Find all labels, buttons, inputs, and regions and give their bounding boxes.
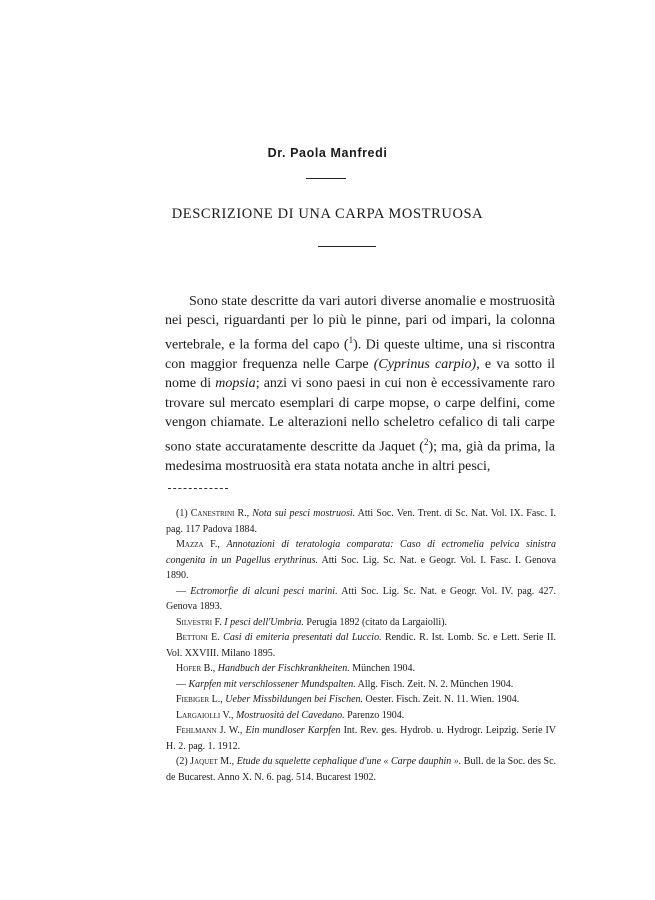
footnote-entry (166, 584, 556, 615)
footnote-entry (166, 615, 556, 631)
footnote-entry (166, 677, 556, 693)
footnote-mark: (2) (176, 756, 188, 767)
footnote-entry (166, 692, 556, 708)
footnote-details: Int. Rev. ges. Hydrob. u. Hydrogr. Leipzig. Serie IV H. 2. pag. 1. 1912. (166, 725, 557, 752)
footnote-details: Rendic. R. Ist. Lomb. Sc. e Lett. Serie II. Vol. XXVIII. Milano 1895. (166, 632, 557, 659)
footnote-author: Fehlmann J. W., (176, 725, 243, 736)
footnote-author: Hofer B., (176, 663, 216, 674)
footnote-ref-1: 1 (348, 334, 354, 345)
footnote-title: Casi di emiteria presentati dal Luccio. (223, 632, 382, 643)
footnote-author: Bettoni E. (176, 632, 220, 643)
footnote-title: Handbuch der Fischkrankheiten. (217, 663, 350, 674)
footnote-dash: — (176, 585, 186, 597)
footnote-author: Silvestri F. (176, 616, 222, 628)
footnote-title: Karpfen mit verschlossener Mundspalten. (188, 678, 356, 690)
title-rule (318, 246, 376, 247)
footnote-entry (166, 723, 556, 754)
body-text-2: ). Di queste ultime, una si riscontra con maggior frequenza nelle Carpe (165, 337, 555, 372)
footnote-details: Perugia 1892 (citato da Largaiolli). (306, 616, 448, 628)
footnote-separator (168, 488, 228, 489)
body-paragraph (165, 292, 555, 476)
footnote-dash: — (176, 678, 186, 690)
footnote-details: Atti Soc. Lig. Sc. Nat. e Geogr. Vol. I. Fasc. I. Genova 1890. (166, 554, 556, 581)
footnote-details: Bull. de la Soc. des Sc. de Bucarest. Anno X. N. 6. pag. 514. Bucarest 1902. (166, 756, 557, 783)
paper-title: DESCRIZIONE DI UNA CARPA MOSTRUOSA (171, 206, 484, 222)
footnote-title: I pesci dell'Umbria. (224, 616, 304, 628)
footnote-entry (166, 661, 556, 677)
footnote-details: Parenzo 1904. (347, 709, 405, 721)
body-text-3: , e va sotto il nome di (165, 356, 556, 392)
footnote-details: Atti Soc. Lig. Sc. Nat. e Geogr. Vol. IV. pag. 427. Genova 1893. (166, 585, 557, 612)
footnote-details: Oester. Fisch. Zeit. N. 11. Wien. 1904. (365, 694, 520, 705)
footnote-title: Ectromorfie di alcuni pesci marini. (190, 585, 338, 597)
author-name: Dr. Paola Manfredi (267, 146, 388, 160)
footnote-title: Ein mundloser Karpfen (245, 725, 341, 736)
footnote-entry (166, 506, 556, 537)
footnote-details: Atti Soc. Ven. Trent. di Sc. Nat. Vol. IX. Fasc. I. pag. 117 Padova 1884. (166, 508, 557, 535)
footnotes (166, 506, 556, 785)
footnote-title: Nota sui pesci mostruosi. (252, 508, 356, 519)
footnote-author: Fiebiger L., (176, 694, 223, 705)
body-text-1: Sono state descritte da vari autori diverse anomalie e mostruosità nei pesci, riguardanti per lo più le pinne, pari od impari, la colonna vertebrale, e la forma del capo ( (165, 294, 555, 353)
footnote-author: Canestrini R., (190, 508, 250, 519)
footnote-title: Mostruosità del Cavedano. (235, 709, 345, 721)
footnote-details: Allg. Fisch. Zeit. N. 2. München 1904. (357, 678, 514, 690)
footnote-title: Ueber Missbildungen bei Fischen. (225, 694, 364, 705)
footnote-title: Etude du squelette cephalique d'une « Carpe dauphin ». (236, 756, 462, 767)
term-mopsia: mopsia (215, 376, 256, 392)
footnote-mark: (1) (176, 508, 188, 519)
footnote-title: Annotazioni di teratologia comparata: Caso di ectromelia pelvica sinistra congenita in un Pagellus erythrinus. (166, 539, 556, 566)
footnote-ref-2: 2 (423, 436, 429, 447)
footnote-entry (166, 708, 556, 724)
author-rule (306, 178, 346, 179)
body-text-4: ; anzi vi sono paesi in cui non è eccessivamente raro trovare sul mercato esemplari di carpe mopse, o carpe delfini, come vengon chiamate. Le alterazioni nello scheletro cefalico di tali carpe sono state accuratamente descritte da Jaquet ( (165, 376, 555, 455)
footnote-author: Largaiolli V., (176, 709, 234, 721)
species-name: (Cyprinus carpio) (373, 356, 477, 372)
footnote-entry (166, 754, 556, 785)
footnote-entry (166, 537, 556, 584)
footnote-entry (166, 630, 556, 661)
footnote-details: München 1904. (352, 663, 415, 674)
footnote-author: Mazza F., (176, 539, 220, 550)
footnote-author: Jaquet M., (190, 756, 235, 767)
body-text-5: ); ma, già da prima, la medesima mostruosità era stata notata anche in altri pesci, (165, 439, 556, 474)
